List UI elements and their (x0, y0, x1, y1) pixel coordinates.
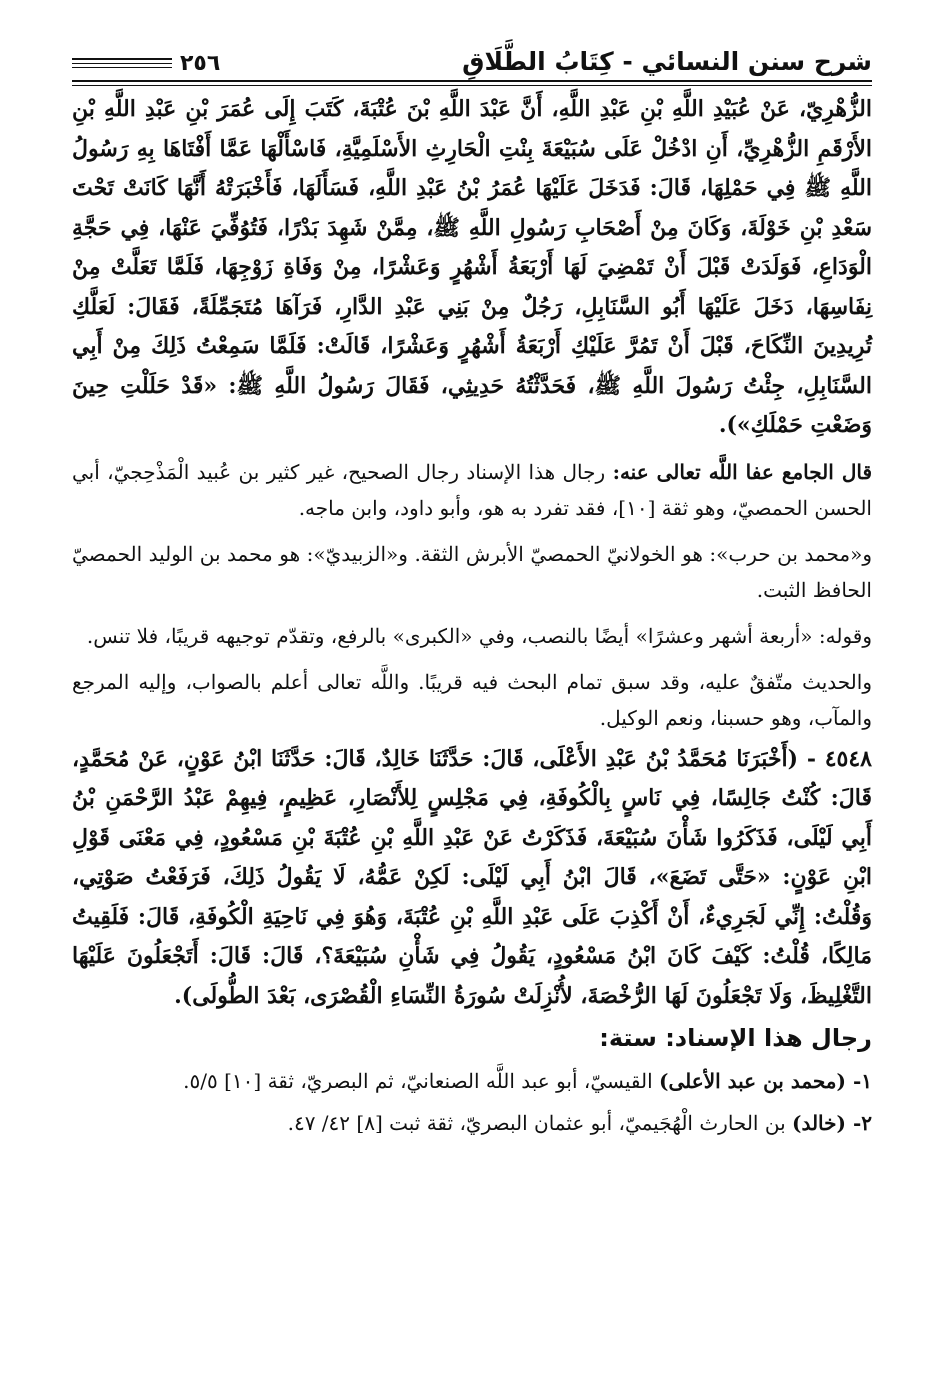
narrator-details: بن الحارث الْهُجَيميّ، أبو عثمان البصريّ، ثقة ثبت [٨] ٤٢/ ٤٧. (287, 1111, 792, 1135)
commentary-text: وقوله: «أربعة أشهر وعشرًا» أيضًا بالنصب، وفي «الكبرى» بالرفع، وتقدّم توجيهه قريبًا، فلا تنس. (86, 623, 872, 648)
running-title: شرح سنن النسائي - كِتَابُ الطَّلَاقِ (462, 47, 872, 76)
narrator-entry (72, 1104, 872, 1142)
commentary-paragraph (72, 536, 872, 608)
commentary-paragraph (72, 618, 872, 654)
narrator-name: ١- (محمد بن عبد الأعلى) (659, 1069, 872, 1093)
narrator-name: ٢- (خالد) (792, 1111, 872, 1135)
header-divider (72, 80, 872, 86)
commentary-paragraph (72, 454, 872, 526)
commentary-text: و«محمد بن حرب»: هو الخولانيّ الحمصيّ الأبرش الثقة. و«الزبيديّ»: هو محمد بن الوليد الحمصيّ الحافظ الثبت. (72, 541, 872, 602)
page-number: ٢٥٦ (180, 51, 221, 76)
narrator-entry (72, 1062, 872, 1100)
commentary-text: رجال هذا الإسناد رجال الصحيح، غير كثير بن عُبيد الْمَذْحِجيّ، أبي الحسن الحمصيّ، وهو ثقة [١٠]، فقد تفرد به هو، وأبو داود، وابن ماجه. (72, 459, 872, 520)
page-header (72, 40, 872, 78)
narrator-details: القيسيّ، أبو عبد اللَّه الصنعانيّ، ثم البصريّ، ثقة [١٠] ٥/٥. (183, 1069, 660, 1093)
page-number-block (72, 50, 220, 78)
hadith-text: الزُّهْرِيّ، عَنْ عُبَيْدِ اللَّهِ بْنِ عَبْدِ اللَّهِ، أَنَّ عَبْدَ اللَّهِ بْنَ عُتْبَةَ، كَتَبَ إِلَى عُمَرَ بْنِ عَبْدِ اللَّهِ بْنِ الأَرْقَمِ الزُّهْرِيِّ، أَنِ ادْخُلْ عَلَى سُبَيْعَةَ بِنْتِ الْحَارِثِ الأَسْلَمِيَّةِ، فَاسْأَلْهَا عَمَّا أَفْتَاهَا بِهِ رَسُولُ اللَّهِ ﷺ فِي حَمْلِهَا، قَالَ: فَدَخَلَ عَلَيْهَا عُمَرُ بْنُ عَبْدِ اللَّهِ، فَسَأَلَهَا، فَأَخْبَرَتْهُ أَنَّهَا كَانَتْ تَحْتَ سَعْدِ بْنِ خَوْلَةَ، وَكَانَ مِنْ أَصْحَابِ رَسُولِ اللَّهِ ﷺ، مِمَّنْ شَهِدَ بَدْرًا، فَتُوُفِّيَ عَنْهَا، فِي حَجَّةِ الْوَدَاعِ، فَوَلَدَتْ قَبْلَ أَنْ تَمْضِيَ لَهَا أَرْبَعَةُ أَشْهُرٍ وَعَشْرًا، مِنْ وَفَاةِ زَوْجِهَا، فَلَمَّا تَعَلَّتْ مِنْ نِفَاسِهَا، دَخَلَ عَلَيْهَا أَبُو السَّنَابِلِ، رَجُلٌ مِنْ بَنِي عَبْدِ الدَّارِ، فَرَآهَا مُتَجَمِّلَةً، فَقَالَ: لَعَلَّكِ تُرِيدِينَ النِّكَاحَ، قَبْلَ أَنْ تَمُرَّ عَلَيْكِ أَرْبَعَةُ أَشْهُرٍ وَعَشْرًا، قَالَتْ: فَلَمَّا سَمِعْتُ ذَلِكَ مِنْ أَبِي السَّنَابِلِ، جِئْتُ رَسُولَ اللَّهِ ﷺ، فَحَدَّثْتُهُ حَدِيثِي، فَقَالَ رَسُولُ اللَّهِ ﷺ: «قَدْ حَلَلْتِ حِينَ وَضَعْتِ حَمْلَكِ»). (72, 96, 873, 438)
commentary-text: والحديث متّفقٌ عليه، وقد سبق تمام البحث فيه قريبًا. واللَّه تعالى أعلم بالصواب، وإليه المرجع والمآب، وهو حسبنا، ونعم الوكيل. (72, 669, 872, 730)
book-page (72, 40, 872, 1142)
hadith-text: ٤٥٤٨ - (أَخْبَرَنَا مُحَمَّدُ بْنُ عَبْدِ الأَعْلَى، قَالَ: حَدَّثَنَا خَالِدٌ، قَالَ: حَدَّثَنَا ابْنُ عَوْنٍ، عَنْ مُحَمَّدٍ، قَالَ: كُنْتُ جَالِسًا، فِي نَاسٍ بِالْكُوفَةِ، فِي مَجْلِسٍ لِلأَنْصَارِ، عَظِيمٍ، فِيهِمْ عَبْدُ الرَّحْمَنِ بْنُ أَبِي لَيْلَى، فَذَكَرُوا شَأْنَ سُبَيْعَةَ، فَذَكَرْتُ عَنْ عَبْدِ اللَّهِ بْنِ عُتْبَةَ بْنِ مَسْعُودٍ، فِي مَعْنَى قَوْلِ ابْنِ عَوْنٍ: «حَتَّى تَضَعَ»، قَالَ ابْنُ أَبِي لَيْلَى: لَكِنْ عَمُّهُ، لَا يَقُولُ ذَلِكَ، فَرَفَعْتُ صَوْتِي، وَقُلْتُ: إِنِّي لَجَرِيءٌ، أَنْ أَكْذِبَ عَلَى عَبْدِ اللَّهِ بْنِ عُتْبَةَ، وَهُوَ فِي نَاحِيَةِ الْكُوفَةِ، قَالَ: فَلَقِيتُ مَالِكًا، قُلْتُ: كَيْفَ كَانَ ابْنُ مَسْعُودٍ، يَقُولُ فِي شَأْنِ سُبَيْعَةَ؟، قَالَ: قَالَ: أَتَجْعَلُونَ عَلَيْهَا التَّغْلِيظَ، وَلَا تَجْعَلُونَ لَهَا الرُّخْصَةَ، لأُنْزِلَتْ سُورَةُ النِّسَاءِ الْقُصْرَى، بَعْدَ الطُّولَى). (72, 745, 873, 1009)
commentary-paragraph (72, 664, 872, 736)
page-number-rule (72, 58, 172, 71)
section-heading: رجال هذا الإسناد: ستة: (599, 1024, 872, 1052)
commentary-lead: قال الجامع عفا اللَّه تعالى عنه: (612, 459, 873, 484)
